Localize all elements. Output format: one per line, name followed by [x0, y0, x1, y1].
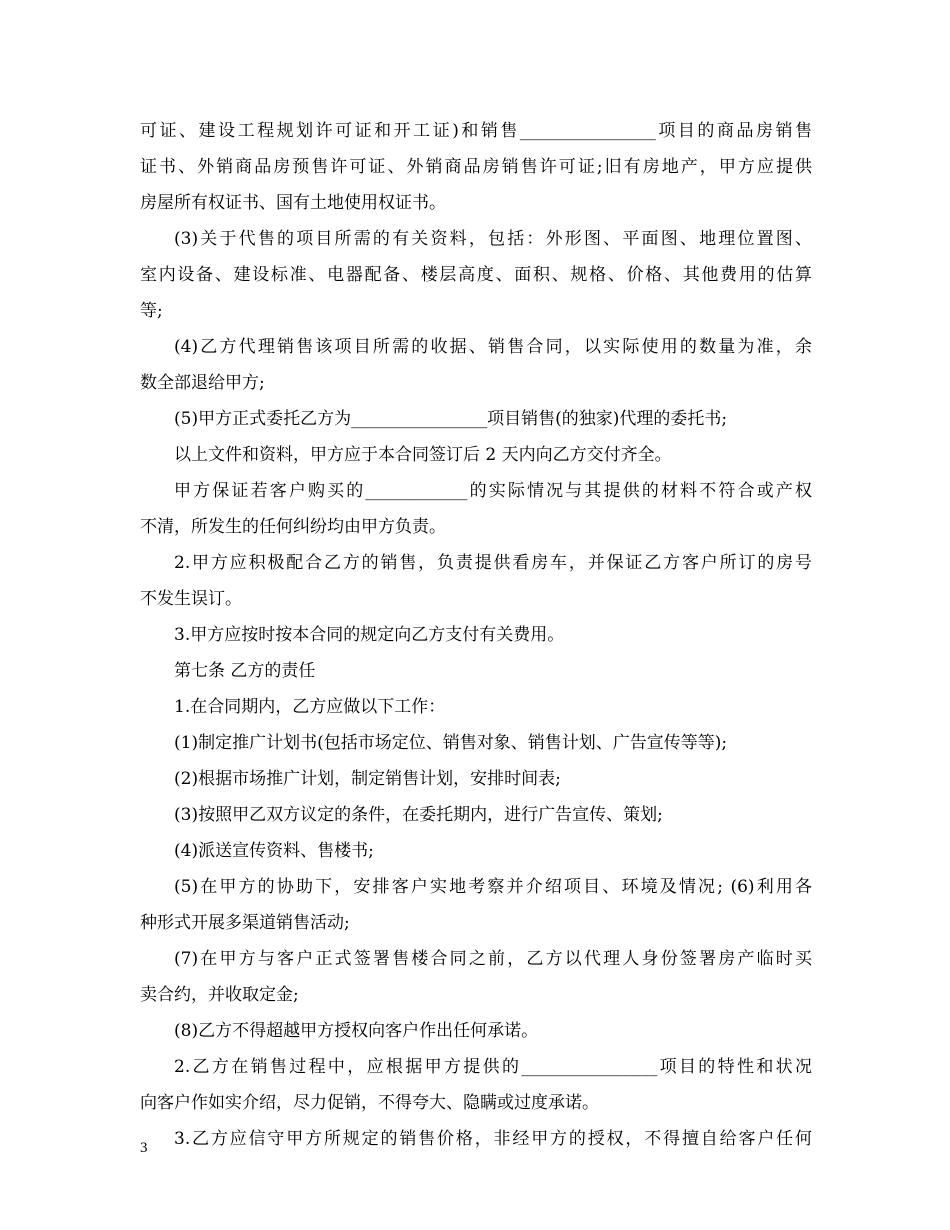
text-line: (8)乙方不得超越甲方授权向客户作出任何承诺。 — [174, 1021, 539, 1041]
page-number: 3 — [140, 1140, 148, 1156]
text-line: 室内设备、建设标准、电器配备、楼层高度、面积、规格、价格、其他费用的估算 — [140, 265, 812, 285]
text-line: 数全部退给甲方; — [140, 373, 265, 393]
text-line: 不发生误订。 — [140, 589, 242, 609]
text-line: (4)派送宣传资料、售楼书; — [174, 841, 374, 861]
text-line: 第七条 乙方的责任 — [174, 661, 316, 681]
text-line: 以上文件和资料，甲方应于本合同签订后 2 天内向乙方交付齐全。 — [174, 445, 672, 465]
text-line: (5)在甲方的协助下，安排客户实地考察并介绍项目、环境及情况; (6)利用各 — [174, 877, 812, 897]
text-line: 3.甲方应按时按本合同的规定向乙方支付有关费用。 — [174, 625, 565, 645]
text-line: 卖合约，并收取定金; — [140, 985, 299, 1005]
text-line: (2)根据市场推广计划，制定销售计划，安排时间表; — [174, 769, 561, 789]
contract-text — [140, 113, 812, 1157]
text-line: 2.甲方应积极配合乙方的销售，负责提供看房车，并保证乙方客户所订的房号 — [174, 553, 812, 573]
text-line: 可证、建设工程规划许可证和开工证)和销售________________项目的商品房销售 — [140, 121, 812, 141]
text-line: 不清，所发生的任何纠纷均由甲方负责。 — [140, 517, 446, 537]
text-line: 甲方保证若客户购买的____________的实际情况与其提供的材料不符合或产权 — [174, 481, 812, 501]
text-line: 1.在合同期内，乙方应做以下工作： — [174, 697, 446, 717]
text-line: (1)制定推广计划书(包括市场定位、销售对象、销售计划、广告宣传等等); — [174, 733, 728, 753]
text-line: (7)在甲方与客户正式签署售楼合同之前，乙方以代理人身份签署房产临时买 — [174, 949, 812, 969]
text-line: 种形式开展多渠道销售活动; — [140, 913, 350, 933]
text-line: 向客户作如实介绍，尽力促销，不得夸大、隐瞒或过度承诺。 — [140, 1093, 599, 1113]
text-line: (3)关于代售的项目所需的有关资料，包括：外形图、平面图、地理位置图、 — [174, 229, 812, 249]
text-line: 房屋所有权证书、国有土地使用权证书。 — [140, 193, 446, 213]
text-line: 等; — [140, 301, 163, 321]
text-line: (4)乙方代理销售该项目所需的收据、销售合同，以实际使用的数量为准，余 — [174, 337, 812, 357]
text-line: 3.乙方应信守甲方所规定的销售价格，非经甲方的授权，不得擅自给客户任何 — [174, 1129, 812, 1149]
text-line: (5)甲方正式委托乙方为________________项目销售(的独家)代理的委托书; — [174, 409, 728, 429]
text-line: (3)按照甲乙双方议定的条件，在委托期内，进行广告宣传、策划; — [174, 805, 663, 825]
text-line: 证书、外销商品房预售许可证、外销商品房销售许可证;旧有房地产，甲方应提供 — [140, 157, 812, 177]
text-line: 2.乙方在销售过程中，应根据甲方提供的________________项目的特性和状况 — [174, 1057, 812, 1077]
